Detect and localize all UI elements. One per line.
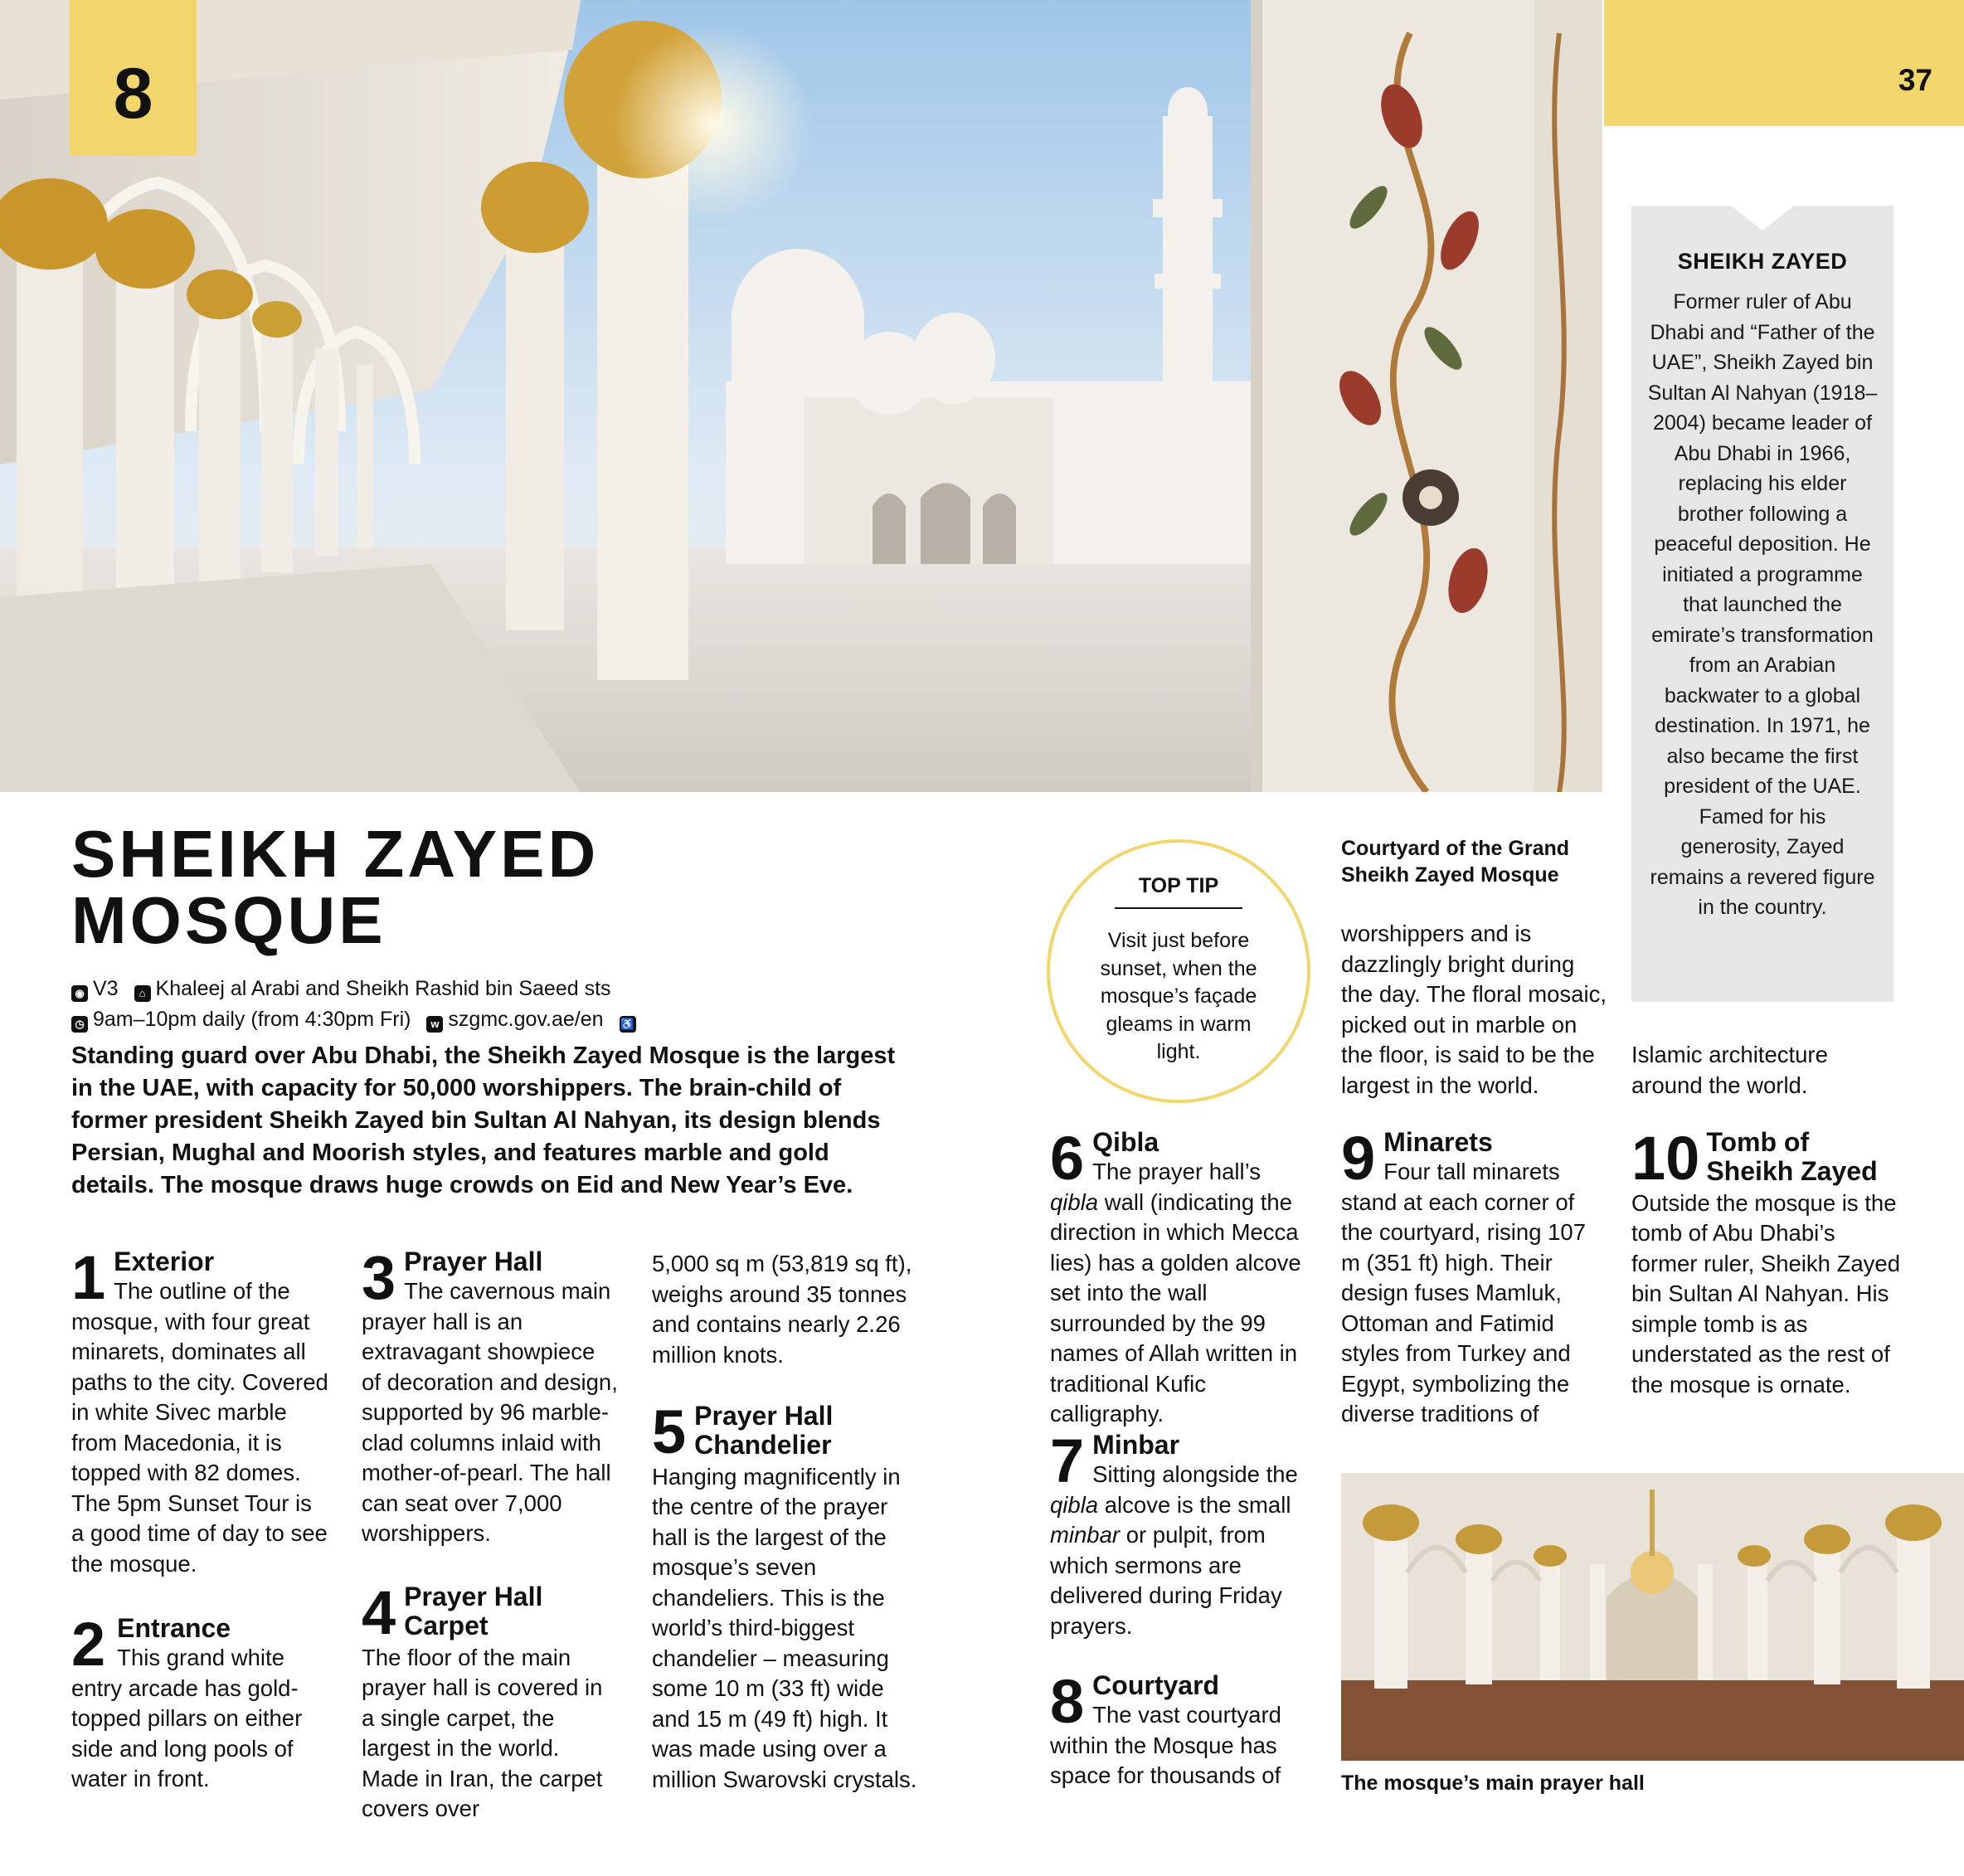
chapter-number: 8 bbox=[113, 54, 153, 134]
prayer-hall-photo bbox=[1341, 1473, 1964, 1761]
info-line-location bbox=[71, 974, 611, 1004]
entry-heading: Qibla bbox=[1092, 1127, 1159, 1157]
entry-number: 4 bbox=[362, 1578, 396, 1647]
entry-text: The cavernous main prayer hall is an extravagant showpiece of decoration and design, supported by 96 marble-clad columns inlaid with mother-of-pearl. The hall can seat over 7,000 worshippers. bbox=[362, 1278, 618, 1546]
entry-9-continuation: Islamic architecture around the world. bbox=[1631, 1042, 1828, 1098]
map-pin-icon: ◉ bbox=[71, 985, 88, 1002]
entry-8 bbox=[1050, 1667, 1314, 1791]
entry-heading: Tomb of Sheikh Zayed bbox=[1706, 1127, 1878, 1186]
entry-number: 3 bbox=[362, 1243, 396, 1312]
website-link[interactable]: szgmc.gov.ae/en bbox=[448, 1008, 604, 1031]
entry-number: 6 bbox=[1050, 1124, 1085, 1193]
entry-heading: Exterior bbox=[114, 1247, 215, 1276]
inset-caption: The mosque’s main prayer hall bbox=[1341, 1772, 1645, 1795]
top-tip-circle bbox=[1047, 839, 1310, 1103]
entry-number: 7 bbox=[1050, 1426, 1085, 1495]
hero-caption: Courtyard of the Grand Sheikh Zayed Mosque bbox=[1341, 837, 1570, 887]
entry-number: 1 bbox=[71, 1243, 106, 1312]
page-number-tab bbox=[1604, 0, 1964, 126]
entry-text: The floor of the main prayer hall is covered in a single carpet, the largest in the world. Made in Iran, the carpet covers over bbox=[362, 1644, 603, 1821]
page-title: SHEIKH ZAYED MOSQUE bbox=[71, 817, 600, 957]
entry-10 bbox=[1631, 1124, 1905, 1400]
entry-heading: Prayer Hall bbox=[404, 1247, 543, 1276]
entry-6 bbox=[1050, 1124, 1314, 1430]
entry-text: Hanging magnificently in the centre of the prayer hall is the largest of the mosque’s seven chandeliers. This is the world’s third-biggest chandelier – measuring some 10 m (33 ft) wide and 15 m (49 ft) high. It was made using over a million Swarovski crystals. bbox=[652, 1463, 917, 1792]
address-icon: ⌂ bbox=[134, 985, 151, 1002]
entry-number: 9 bbox=[1341, 1124, 1376, 1193]
entry-9 bbox=[1341, 1124, 1605, 1430]
entry-heading: Minarets bbox=[1383, 1127, 1493, 1157]
entry-text: Sitting alongside the qibla alcove is the small minbar or pulpit, from which sermons are delivered during Friday prayers. bbox=[1050, 1461, 1298, 1639]
entry-heading: Minbar bbox=[1092, 1430, 1180, 1460]
entry-number: 10 bbox=[1631, 1124, 1700, 1193]
entry-text: Outside the mosque is the tomb of Abu Dhabi’s former ruler, Sheikh Zayed bin Sultan Al Nahyan. His simple tomb is as understated as the rest of the mosque is ornate. bbox=[1631, 1189, 1901, 1397]
top-tip-label: TOP TIP bbox=[1138, 874, 1219, 897]
info-line-hours bbox=[71, 1004, 641, 1034]
entry-text: The prayer hall’s qibla wall (indicating the direction in which Mecca lies) has a golden alcove set into the wall surrounded by the 99 names of Allah written in traditional Kufic calligraphy. bbox=[1050, 1159, 1301, 1426]
entry-4 bbox=[362, 1578, 619, 1825]
accessibility-icon: ♿ bbox=[620, 1016, 636, 1033]
entry-text: The vast courtyard within the Mosque has space for thousands of bbox=[1050, 1702, 1281, 1788]
sidebar-notch bbox=[1631, 206, 1894, 234]
map-ref: V3 bbox=[93, 977, 119, 1000]
entry-number: 5 bbox=[652, 1397, 687, 1466]
sheikh-zayed-sidebar bbox=[1631, 206, 1894, 1002]
entry-5 bbox=[652, 1397, 917, 1795]
chapter-number-tab bbox=[70, 0, 197, 156]
intro-paragraph: Standing guard over Abu Dhabi, the Sheikh Zayed Mosque is the largest in the UAE, with capacity for 50,000 worshippers. The brain-child of former president Sheikh Zayed bin Sultan Al Nahyan, its design blends Persian, Mughal and Moorish styles, and features marble and gold details. The mosque draws huge crowds on Eid and New Year’s Eve. bbox=[71, 1042, 896, 1198]
entry-8-continuation: worshippers and is dazzlingly bright during the day. The floral mosaic, picked out in marble on the floor, is said to be the largest in the world. bbox=[1341, 921, 1607, 1098]
entry-number: 8 bbox=[1050, 1667, 1085, 1736]
web-icon: w bbox=[426, 1016, 443, 1033]
page-number: 37 bbox=[1898, 63, 1932, 97]
entry-4-continuation: 5,000 sq m (53,819 sq ft), weighs around 35 tonnes and contains nearly 2.26 million knots. bbox=[652, 1251, 912, 1368]
entry-3 bbox=[362, 1243, 619, 1549]
entry-heading: Prayer Hall Carpet bbox=[404, 1582, 543, 1640]
top-tip-text: Visit just before sunset, when the mosque’s façade gleams in warm light. bbox=[1100, 929, 1257, 1063]
entry-heading: Prayer Hall Chandelier bbox=[694, 1401, 834, 1460]
entry-heading: Courtyard bbox=[1092, 1670, 1220, 1700]
entry-text: This grand white entry arcade has gold-topped pillars on either side and long pools of water in front. bbox=[71, 1645, 303, 1791]
entry-2 bbox=[71, 1610, 328, 1795]
sidebar-title: SHEIKH ZAYED bbox=[1677, 249, 1848, 274]
entry-heading: Entrance bbox=[117, 1613, 231, 1643]
entry-text: The outline of the mosque, with four great minarets, dominates all paths to the city. Covered in white Sivec marble from Macedonia, it is topped with 82 domes. The 5pm Sunset Tour is a good time of day to see the mosque. bbox=[71, 1278, 328, 1577]
entry-number: 2 bbox=[71, 1610, 106, 1679]
top-tip-divider bbox=[1115, 907, 1242, 909]
clock-icon: ◷ bbox=[71, 1016, 88, 1033]
address: Khaleej al Arabi and Sheikh Rashid bin Saeed sts bbox=[155, 977, 611, 1000]
hero-photo bbox=[0, 0, 1602, 792]
opening-hours: 9am–10pm daily (from 4:30pm Fri) bbox=[93, 1008, 411, 1031]
entry-text: Four tall minarets stand at each corner of the courtyard, rising 107 m (351 ft) high. Their design fuses Mamluk, Ottoman and Fatimid styles from Turkey and Egypt, symbolizing the diverse traditions of bbox=[1341, 1159, 1587, 1426]
entry-7 bbox=[1050, 1426, 1314, 1641]
entry-1 bbox=[71, 1243, 328, 1579]
sidebar-text: Former ruler of Abu Dhabi and “Father of the UAE”, Sheikh Zayed bin Sultan Al Nahyan (1918–2004) became leader of Abu Dhabi in 1966, replacing his elder brother following a peaceful deposition. He initiated a programme that launched the emirate’s transformation from an Arabian backwater to a global destination. In 1971, he also became the first president of the UAE. Famed for his generosity, Zayed remains a revered figure in the country. bbox=[1647, 290, 1878, 919]
